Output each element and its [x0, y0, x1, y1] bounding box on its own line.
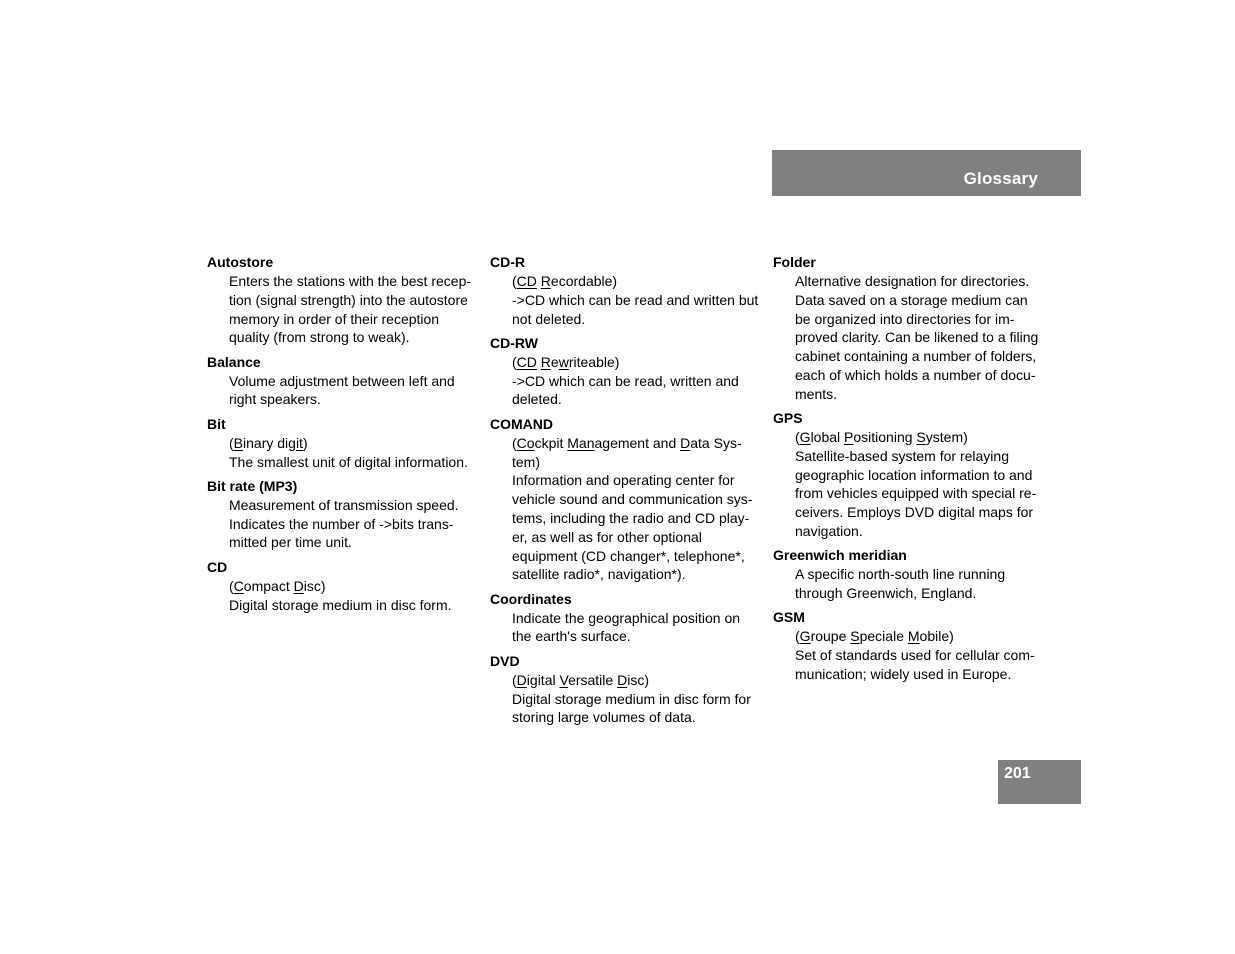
glossary-term: GSM	[773, 609, 805, 626]
definition-line	[229, 310, 477, 329]
glossary-term: GPS	[773, 410, 803, 427]
section-title: Glossary	[963, 169, 1038, 188]
definition-line	[512, 291, 760, 310]
text-segment: Alternative designation for directories.	[795, 273, 1030, 289]
text-segment: satellite radio*, navigation*).	[512, 566, 686, 583]
text-segment: (	[512, 273, 517, 289]
definition-line	[795, 447, 1043, 466]
text-segment: lobal	[810, 429, 845, 446]
text-segment: (	[795, 628, 800, 645]
text-segment: ystem)	[925, 429, 968, 446]
underlined-letter-segment: P	[844, 429, 854, 446]
text-segment: storing large volumes of data.	[512, 709, 696, 726]
definition-line	[795, 522, 1043, 541]
glossary-entry	[207, 559, 477, 615]
glossary-definition	[490, 353, 760, 409]
glossary-entry	[490, 416, 760, 584]
underlined-letter-segment: CD	[516, 273, 537, 289]
definition-line	[512, 353, 760, 372]
definition-line	[512, 390, 760, 409]
underlined-letter-segment: R	[540, 353, 551, 370]
glossary-definition	[207, 372, 477, 410]
text-segment: A specific north-south line running	[795, 566, 1006, 583]
text-segment: ositioning	[853, 429, 917, 446]
page-number: 201	[1004, 765, 1031, 782]
definition-line	[795, 584, 1043, 603]
glossary-term: Coordinates	[490, 590, 572, 607]
glossary-definition	[773, 428, 1043, 541]
definition-line	[229, 390, 477, 409]
definition-line	[512, 310, 760, 329]
section-header-band	[772, 150, 1081, 196]
underlined-letter-segment: D	[617, 671, 628, 688]
definition-line	[795, 347, 1043, 366]
text-segment: be organized into directories for im-	[795, 310, 1015, 327]
text-segment: ->CD which can be read and written but	[512, 291, 759, 308]
text-segment: geographic location information to and	[795, 466, 1033, 483]
definition-line	[512, 528, 760, 547]
definition-line	[795, 646, 1043, 665]
definition-line	[229, 515, 477, 534]
text-segment: tion (signal strength) into the autostore	[229, 291, 468, 308]
text-segment: ata Sys-	[690, 434, 742, 451]
text-segment: the earth's surface.	[512, 628, 631, 645]
glossary-entry	[773, 410, 1043, 541]
text-segment: each of which holds a number of docu-	[795, 366, 1036, 383]
definition-line	[512, 272, 760, 291]
text-segment: cabinet containing a number of folders,	[795, 348, 1037, 365]
definition-line	[229, 496, 477, 515]
definition-line	[512, 565, 760, 584]
glossary-entry	[207, 354, 477, 410]
glossary-entry	[207, 478, 477, 552]
definition-line	[229, 291, 477, 310]
glossary-definition	[490, 434, 760, 584]
text-segment: )	[302, 434, 308, 451]
glossary-entry	[773, 254, 1043, 404]
definition-line	[229, 328, 477, 347]
definition-line	[229, 372, 477, 391]
definition-line	[795, 366, 1043, 385]
text-segment: The smallest unit of digital information.	[229, 453, 468, 470]
definition-line	[512, 509, 760, 528]
glossary-term: COMAND	[490, 415, 553, 432]
underlined-letter-segment: R	[540, 273, 551, 289]
underlined-letter-segment: Man	[567, 434, 595, 451]
glossary-term: Bit rate (MP3)	[207, 477, 298, 494]
text-segment: Indicates the number of ->bits trans-	[229, 515, 454, 532]
glossary-definition	[490, 671, 760, 727]
underlined-letter-segment: it	[295, 434, 303, 451]
text-segment: ments.	[795, 385, 838, 402]
glossary-column-1	[207, 254, 477, 621]
glossary-definition	[490, 272, 760, 328]
glossary-entry	[490, 335, 760, 409]
text-segment: tems, including the radio and CD play-	[512, 509, 750, 526]
definition-line	[512, 434, 760, 453]
definition-line	[512, 690, 760, 709]
text-segment: quality (from strong to weak).	[229, 329, 410, 346]
glossary-entry	[207, 416, 477, 472]
text-segment: munication; widely used in Europe.	[795, 666, 1012, 683]
definition-line	[229, 272, 477, 291]
text-segment: mitted per time unit.	[229, 534, 352, 551]
definition-line	[512, 471, 760, 490]
underlined-letter-segment: S	[850, 628, 860, 645]
underlined-letter-segment: D	[516, 671, 527, 688]
glossary-entry	[773, 547, 1043, 603]
text-segment: through Greenwich, England.	[795, 585, 977, 602]
text-segment: peciale	[859, 628, 908, 645]
glossary-term: Balance	[207, 353, 261, 370]
text-segment: Digital storage medium in disc form for	[512, 690, 751, 707]
text-segment: (	[512, 434, 517, 451]
glossary-definition	[207, 496, 477, 552]
glossary-term: Greenwich meridian	[773, 547, 907, 564]
text-segment: inary dig	[243, 434, 296, 451]
glossary-definition	[207, 577, 477, 615]
definition-line	[512, 708, 760, 727]
definition-line	[229, 434, 477, 453]
glossary-term: CD	[207, 558, 228, 575]
text-segment: from vehicles equipped with special re-	[795, 485, 1037, 502]
definition-line	[512, 490, 760, 509]
glossary-entry	[207, 254, 477, 347]
text-segment: e	[550, 353, 559, 370]
text-segment: Set of standards used for cellular com-	[795, 647, 1035, 664]
text-segment: navigation.	[795, 523, 863, 540]
underlined-letter-segment: M	[907, 628, 920, 645]
underlined-letter-segment: C	[233, 577, 244, 594]
definition-line	[795, 665, 1043, 684]
text-segment: right speakers.	[229, 391, 321, 408]
text-segment: (	[512, 353, 517, 370]
glossary-entry	[490, 591, 760, 647]
text-segment: Volume adjustment between left and	[229, 372, 455, 389]
definition-line	[512, 372, 760, 391]
page-number-tab	[998, 760, 1081, 804]
text-segment: vehicle sound and communication sys-	[512, 491, 753, 508]
underlined-letter-segment: D	[293, 577, 304, 594]
text-segment: Enters the stations with the best recep-	[229, 273, 472, 289]
text-segment: ckpit	[534, 434, 568, 451]
text-segment: er, as well as for other optional	[512, 528, 702, 545]
glossary-entry	[773, 609, 1043, 683]
text-segment: Measurement of transmission speed.	[229, 496, 459, 513]
definition-line	[229, 453, 477, 472]
text-segment: ersatile	[568, 671, 618, 688]
text-segment: memory in order of their reception	[229, 310, 440, 327]
text-segment: tem)	[512, 453, 540, 470]
text-segment: roupe	[810, 628, 851, 645]
text-segment: Indicate the geographical position on	[512, 609, 741, 626]
glossary-column-2	[490, 254, 760, 734]
glossary-term: Folder	[773, 254, 816, 270]
definition-line	[795, 272, 1043, 291]
text-segment: proved clarity. Can be likened to a filing	[795, 329, 1039, 346]
definition-line	[795, 385, 1043, 404]
text-segment: riteable)	[568, 353, 620, 370]
definition-line	[512, 627, 760, 646]
text-segment: Digital storage medium in disc form.	[229, 596, 452, 613]
text-segment: Information and operating center for	[512, 472, 735, 489]
underlined-letter-segment: G	[799, 628, 811, 645]
underlined-letter-segment: CD	[516, 353, 537, 370]
glossary-definition	[773, 565, 1043, 603]
definition-line	[795, 428, 1043, 447]
glossary-term: Bit	[207, 415, 226, 432]
glossary-term: Autostore	[207, 254, 274, 270]
text-segment: (	[229, 577, 234, 594]
glossary-definition	[773, 272, 1043, 404]
definition-line	[229, 533, 477, 552]
glossary-term: CD-RW	[490, 334, 538, 351]
glossary-term: DVD	[490, 652, 520, 669]
underlined-letter-segment: D	[680, 434, 691, 451]
glossary-entry	[490, 653, 760, 727]
text-segment: (	[795, 429, 800, 446]
text-segment: Satellite-based system for relaying	[795, 447, 1009, 464]
definition-line	[795, 466, 1043, 485]
underlined-letter-segment: B	[233, 434, 244, 451]
text-segment: obile)	[919, 628, 954, 645]
definition-line	[512, 453, 760, 472]
text-segment: ompact	[243, 577, 294, 594]
glossary-column-3	[773, 254, 1043, 690]
glossary-definition	[773, 627, 1043, 683]
glossary-definition	[207, 272, 477, 347]
text-segment: ->CD which can be read, written and	[512, 372, 739, 389]
text-segment: not deleted.	[512, 310, 586, 327]
glossary-term: CD-R	[490, 254, 525, 270]
text-segment: Data saved on a storage medium can	[795, 291, 1028, 308]
text-segment: agement and	[594, 434, 681, 451]
definition-line	[512, 547, 760, 566]
glossary-entry	[490, 254, 760, 328]
text-segment: (	[229, 434, 234, 451]
definition-line	[512, 609, 760, 628]
definition-line	[229, 577, 477, 596]
underlined-letter-segment: V	[559, 671, 569, 688]
definition-line	[795, 328, 1043, 347]
text-segment: isc)	[627, 671, 649, 688]
text-segment: ceivers. Employs DVD digital maps for	[795, 504, 1034, 521]
underlined-letter-segment: Co	[516, 434, 535, 451]
definition-line	[795, 565, 1043, 584]
underlined-letter-segment: S	[916, 429, 926, 446]
definition-line	[795, 503, 1043, 522]
glossary-definition	[490, 609, 760, 647]
definition-line	[795, 310, 1043, 329]
text-segment: deleted.	[512, 391, 562, 408]
definition-line	[229, 596, 477, 615]
definition-line	[512, 671, 760, 690]
definition-line	[795, 484, 1043, 503]
text-segment: isc)	[303, 577, 326, 594]
definition-line	[795, 627, 1043, 646]
text-segment: igital	[526, 671, 560, 688]
text-segment: (	[512, 671, 517, 688]
underlined-letter-segment: G	[799, 429, 811, 446]
text-segment: equipment (CD changer*, telephone*,	[512, 547, 745, 564]
text-segment: ecordable)	[550, 273, 618, 289]
glossary-definition	[207, 434, 477, 472]
underlined-letter-segment: w	[558, 353, 569, 370]
definition-line	[795, 291, 1043, 310]
